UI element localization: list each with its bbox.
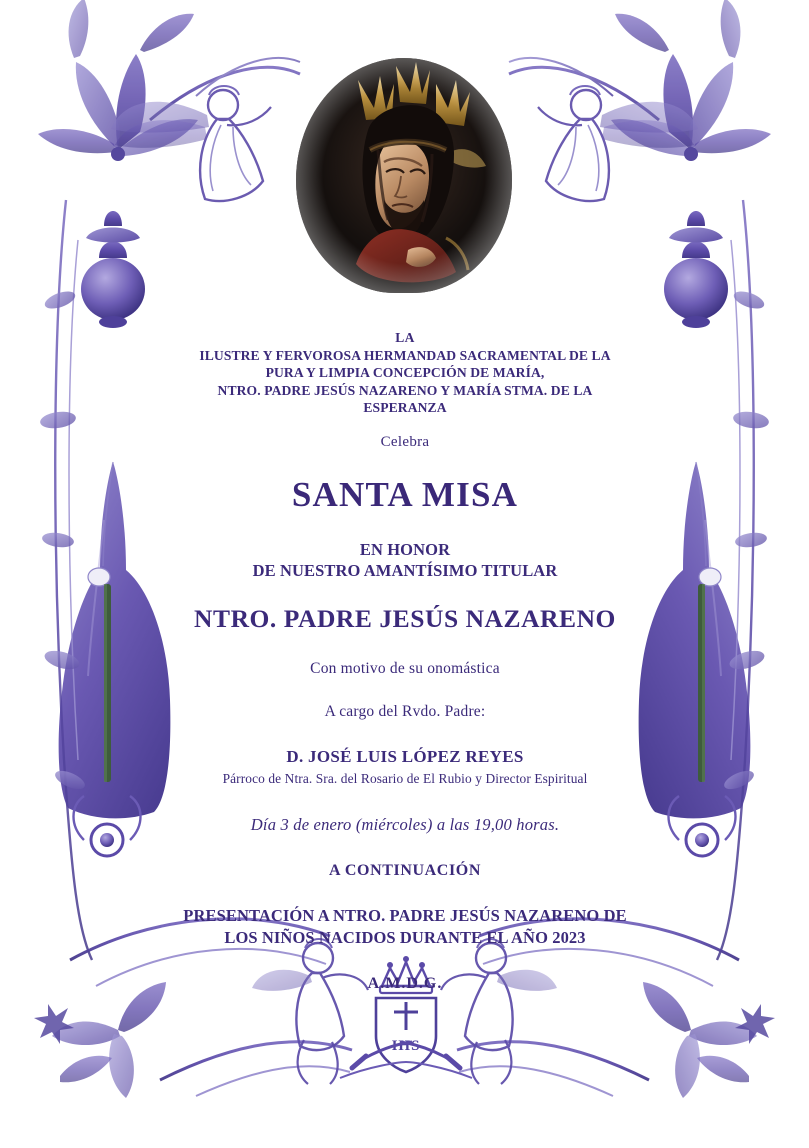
celebra-label: Celebra — [380, 434, 430, 450]
angel-left — [111, 86, 271, 201]
officiant-name: D. JOSÉ LUIS LÓPEZ REYES — [286, 746, 524, 766]
presentation-line-2: LOS NIÑOS NACIDOS DURANTE EL AÑO 2023 — [224, 927, 586, 947]
angel-right — [538, 86, 698, 201]
in-honor-block — [122, 539, 688, 582]
photo-vignette — [296, 58, 512, 293]
officiant-role: Párroco de Ntra. Sra. del Rosario de El Rubio y Director Espiritual — [222, 770, 588, 786]
poster-text-block — [122, 330, 688, 993]
brotherhood-line-3: NTRO. PADRE JESÚS NAZARENO Y MARÍA STMA. DE LA — [217, 382, 593, 398]
presentation-block — [122, 905, 688, 949]
titular-name: NTRO. PADRE JESÚS NAZARENO — [194, 603, 616, 633]
urn-right — [664, 211, 728, 328]
svg-text:IHS: IHS — [391, 1038, 421, 1054]
in-honor-line-2: DE NUESTRO AMANTÍSIMO TITULAR — [252, 561, 558, 581]
presentation-line-1: PRESENTACIÓN A NTRO. PADRE JESÚS NAZARENO DE — [183, 905, 627, 925]
officiant-intro: A cargo del Rvdo. Padre: — [324, 702, 486, 720]
urn-left — [81, 211, 145, 328]
closing-text: A.M.D.G. — [367, 975, 443, 993]
brotherhood-line-2: PURA Y LIMPIA CONCEPCIÓN DE MARÍA, — [265, 365, 545, 381]
brotherhood-line-1: ILUSTRE Y FERVOROSA HERMANDAD SACRAMENTAL DE LA — [199, 348, 611, 363]
brotherhood-line-4: ESPERANZA — [363, 399, 447, 415]
date-time: Día 3 de enero (miércoles) a las 19,00 horas. — [250, 814, 560, 834]
after-label: A CONTINUACIÓN — [329, 861, 481, 879]
brotherhood-name — [122, 347, 688, 416]
event-title: SANTA MISA — [291, 475, 519, 514]
in-honor-line-1: EN HONOR — [359, 540, 451, 559]
header-small: LA — [395, 330, 415, 345]
reason-text: Con motivo de su onomástica — [310, 659, 500, 677]
jesus-nazareno-photo — [296, 58, 512, 293]
